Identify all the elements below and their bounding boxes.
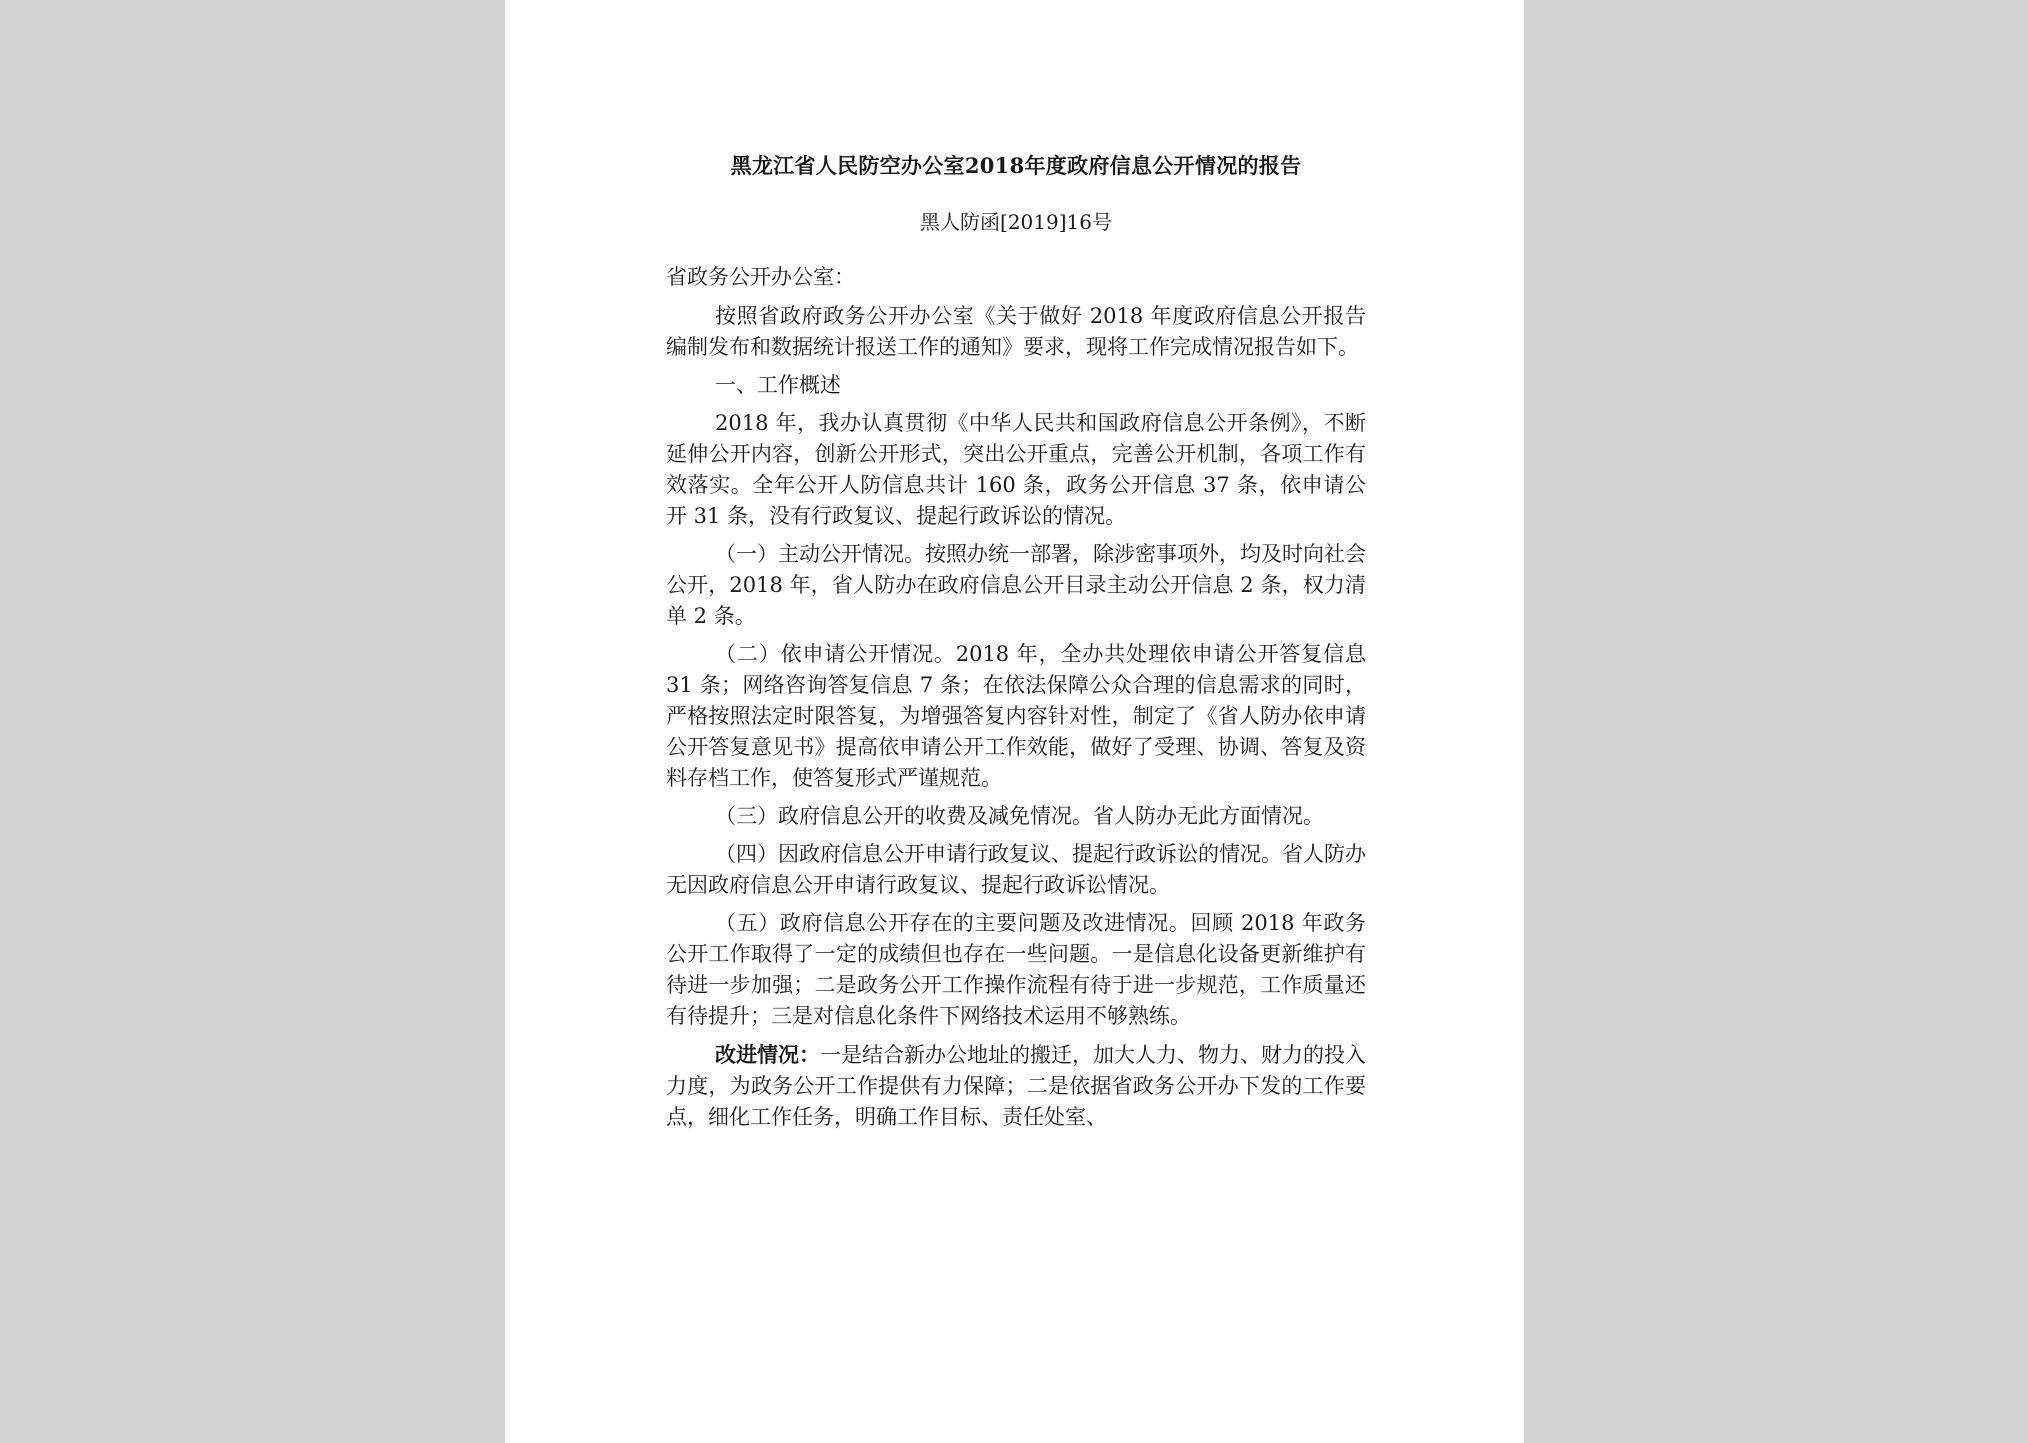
document-body xyxy=(666,262,1366,1140)
item-paragraph-4: （四）因政府信息公开申请行政复议、提起行政诉讼的情况。省人防办无因政府信息公开申请行政复议、提起行政诉讼情况。 xyxy=(666,842,1366,897)
overview-paragraph: 2018 年，我办认真贯彻《中华人民共和国政府信息公开条例》，不断延伸公开内容，创新公开形式，突出公开重点，完善公开机制，各项工作有效落实。全年公开人防信息共计 160 条，政务公开信息 37 条，依申请公开 31 条，没有行政复议、提起行政诉讼的情况。 xyxy=(666,411,1366,528)
improvement-label: 改进情况： xyxy=(715,1042,820,1067)
document-number: 黑人防函[2019]16号 xyxy=(920,210,1112,234)
document-title: 黑龙江省人民防空办公室2018年度政府信息公开情况的报告 xyxy=(730,153,1302,178)
item-paragraph-1: （一）主动公开情况。按照办统一部署，除涉密事项外，均及时向社会公开，2018 年，省人防办在政府信息公开目录主动公开信息 2 条，权力清单 2 条。 xyxy=(666,542,1366,628)
viewer-left-margin xyxy=(0,0,505,1443)
addressee: 省政务公开办公室： xyxy=(666,265,855,289)
item-paragraph-2: （二）依申请公开情况。2018 年，全办共处理依申请公开答复信息 31 条；网络咨询答复信息 7 条；在依法保障公众合理的信息需求的同时，严格按照法定时限答复，为增强答复内容针对性，制定了《省人防办依申请公开答复意见书》提高依申请公开工作效能，做好了受理、协调、答复及资料存档工作，使答复形式严谨规范。 xyxy=(666,642,1366,790)
section-heading: 一、工作概述 xyxy=(715,373,841,397)
document-page xyxy=(505,0,1524,1443)
item-paragraph-3: （三）政府信息公开的收费及减免情况。省人防办无此方面情况。 xyxy=(715,804,1324,828)
improvement-paragraph xyxy=(666,1039,1366,1133)
improvement-text: 一是结合新办公地址的搬迁，加大人力、物力、财力的投入力度，为政务公开工作提供有力保障；二是依据省政务公开办下发的工作要点，细化工作任务，明确工作目标、责任处室、 xyxy=(666,1043,1366,1129)
item-paragraph-5: （五）政府信息公开存在的主要问题及改进情况。回顾 2018 年政务公开工作取得了一定的成绩但也存在一些问题。一是信息化设备更新维护有待进一步加强；二是政务公开工作操作流程有待于进一步规范，工作质量还有待提升；三是对信息化条件下网络技术运用不够熟练。 xyxy=(666,911,1366,1028)
intro-paragraph: 按照省政府政务公开办公室《关于做好 2018 年度政府信息公开报告编制发布和数据统计报送工作的通知》要求，现将工作完成情况报告如下。 xyxy=(666,304,1366,359)
viewer-right-margin xyxy=(1524,0,2028,1443)
